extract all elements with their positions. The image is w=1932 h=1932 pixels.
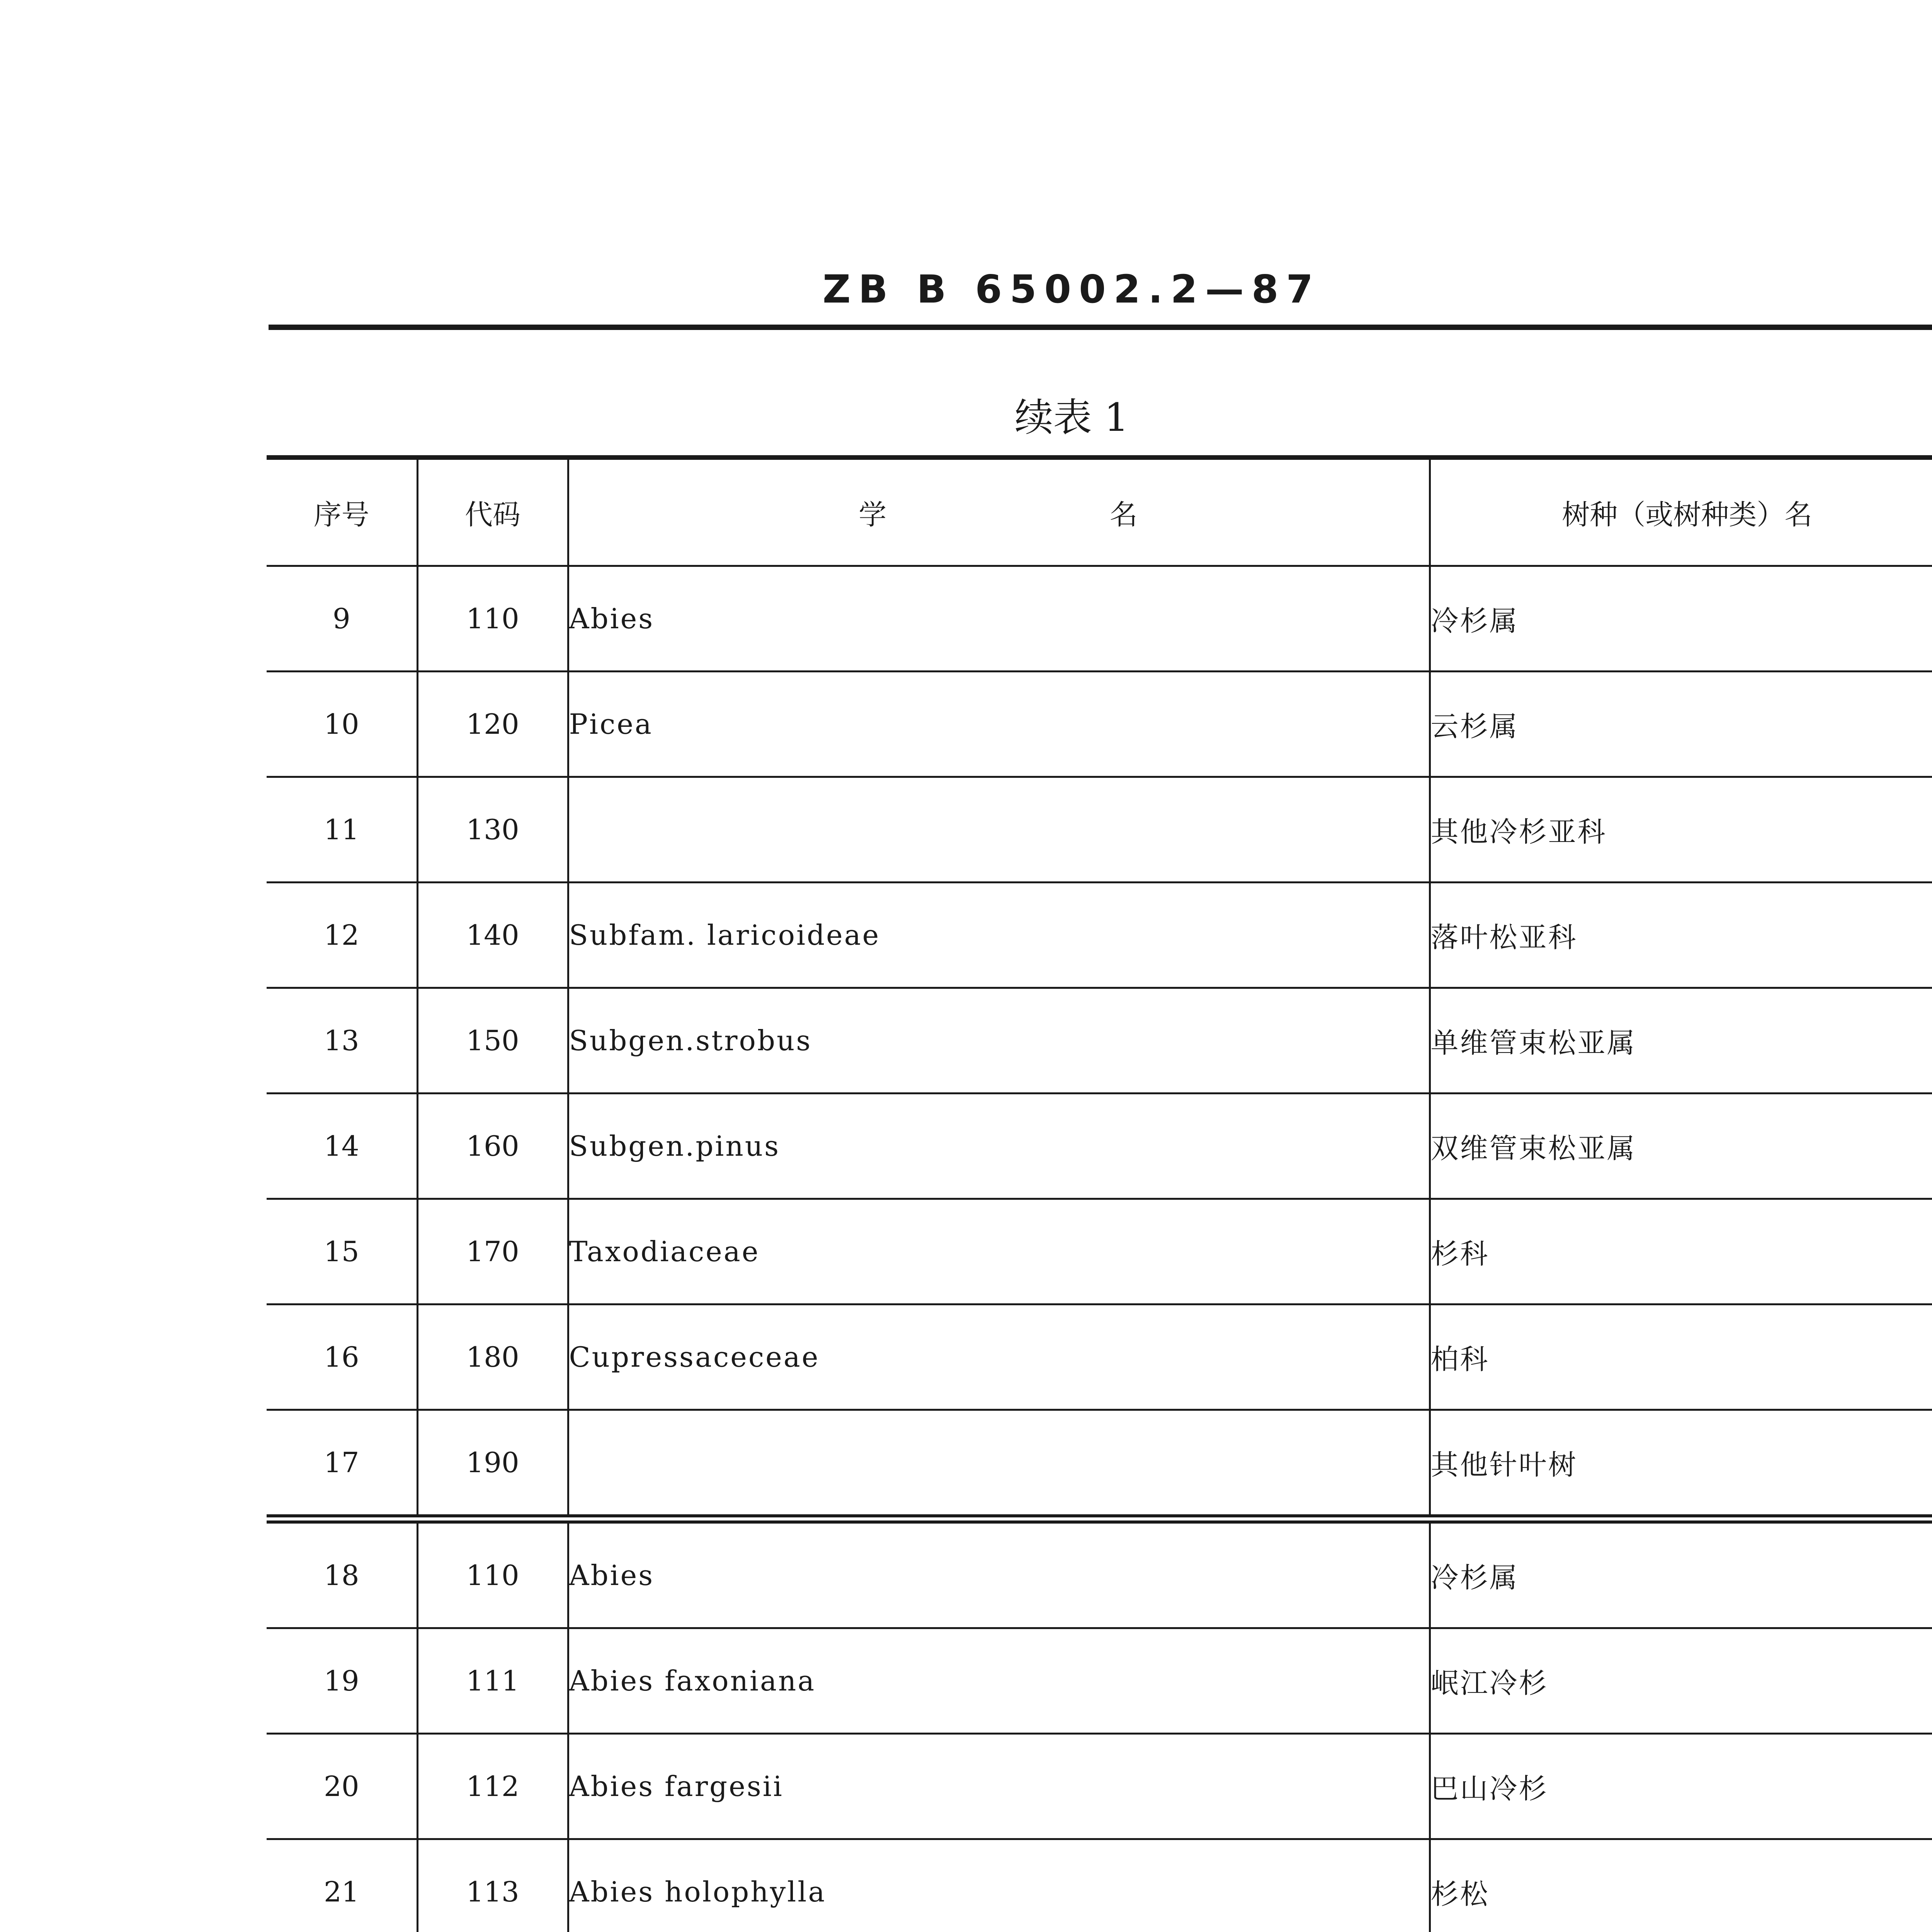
table-row xyxy=(267,1519,1932,1628)
row-serial-number: 13 xyxy=(267,988,417,1094)
document-code-header: ZB B 65002.2—87 xyxy=(822,267,1321,312)
table-row xyxy=(267,883,1932,988)
row-code: 120 xyxy=(417,672,568,777)
table-row xyxy=(267,1734,1932,1839)
header-serial-number: 序号 xyxy=(267,457,417,566)
row-code: 170 xyxy=(417,1199,568,1304)
row-serial-number: 18 xyxy=(267,1519,417,1628)
row-serial-number: 11 xyxy=(267,777,417,883)
row-serial-number: 17 xyxy=(267,1410,417,1519)
row-species-name: 单维管束松亚属 xyxy=(1430,988,1932,1094)
row-scientific-name: Abies holophylla xyxy=(568,1839,1430,1932)
row-serial-number: 14 xyxy=(267,1094,417,1199)
header-species-name: 树种（或树种类）名 xyxy=(1430,457,1932,566)
table-row xyxy=(267,1094,1932,1199)
row-code: 110 xyxy=(417,1519,568,1628)
row-species-name: 云杉属 xyxy=(1430,672,1932,777)
header-rule xyxy=(269,325,1932,330)
row-scientific-name: Cupressaceceae xyxy=(568,1304,1430,1410)
row-code: 140 xyxy=(417,883,568,988)
row-code: 160 xyxy=(417,1094,568,1199)
row-species-name: 双维管束松亚属 xyxy=(1430,1094,1932,1199)
row-code: 150 xyxy=(417,988,568,1094)
species-code-table xyxy=(267,455,1932,1932)
table-row xyxy=(267,566,1932,672)
row-scientific-name xyxy=(568,777,1430,883)
row-species-name: 杉科 xyxy=(1430,1199,1932,1304)
row-scientific-name: Abies xyxy=(568,566,1430,672)
table-row xyxy=(267,672,1932,777)
row-code: 110 xyxy=(417,566,568,672)
row-scientific-name: Subgen.pinus xyxy=(568,1094,1430,1199)
row-scientific-name: Abies fargesii xyxy=(568,1734,1430,1839)
header-scientific-name-part1: 学 xyxy=(859,498,888,531)
table-header-row xyxy=(267,457,1932,566)
row-serial-number: 16 xyxy=(267,1304,417,1410)
row-species-name: 巴山冷杉 xyxy=(1430,1734,1932,1839)
row-serial-number: 10 xyxy=(267,672,417,777)
row-serial-number: 15 xyxy=(267,1199,417,1304)
row-species-name: 其他针叶树 xyxy=(1430,1410,1932,1519)
table-row xyxy=(267,1199,1932,1304)
header-code: 代码 xyxy=(417,457,568,566)
row-species-name: 冷杉属 xyxy=(1430,1519,1932,1628)
row-scientific-name: Subfam. laricoideae xyxy=(568,883,1430,988)
row-serial-number: 9 xyxy=(267,566,417,672)
row-species-name: 柏科 xyxy=(1430,1304,1932,1410)
row-code: 111 xyxy=(417,1628,568,1734)
row-serial-number: 20 xyxy=(267,1734,417,1839)
row-serial-number: 19 xyxy=(267,1628,417,1734)
table-row xyxy=(267,777,1932,883)
table-caption: 续表 1 xyxy=(1014,395,1129,440)
table-row xyxy=(267,988,1932,1094)
row-code: 113 xyxy=(417,1839,568,1932)
row-code: 190 xyxy=(417,1410,568,1519)
row-scientific-name xyxy=(568,1410,1430,1519)
row-code: 130 xyxy=(417,777,568,883)
table-row xyxy=(267,1410,1932,1519)
row-species-name: 其他冷杉亚科 xyxy=(1430,777,1932,883)
row-species-name: 落叶松亚科 xyxy=(1430,883,1932,988)
table-row xyxy=(267,1628,1932,1734)
row-species-name: 冷杉属 xyxy=(1430,566,1932,672)
row-scientific-name: Picea xyxy=(568,672,1430,777)
header-scientific-name-part2: 名 xyxy=(1109,498,1139,531)
row-code: 112 xyxy=(417,1734,568,1839)
row-serial-number: 21 xyxy=(267,1839,417,1932)
row-scientific-name: Abies faxoniana xyxy=(568,1628,1430,1734)
table-row xyxy=(267,1304,1932,1410)
header-scientific-name xyxy=(568,457,1430,566)
row-scientific-name: Taxodiaceae xyxy=(568,1199,1430,1304)
row-species-name: 岷江冷杉 xyxy=(1430,1628,1932,1734)
row-code: 180 xyxy=(417,1304,568,1410)
row-scientific-name: Subgen.strobus xyxy=(568,988,1430,1094)
row-species-name: 杉松 xyxy=(1430,1839,1932,1932)
table-row xyxy=(267,1839,1932,1932)
row-serial-number: 12 xyxy=(267,883,417,988)
row-scientific-name: Abies xyxy=(568,1519,1430,1628)
